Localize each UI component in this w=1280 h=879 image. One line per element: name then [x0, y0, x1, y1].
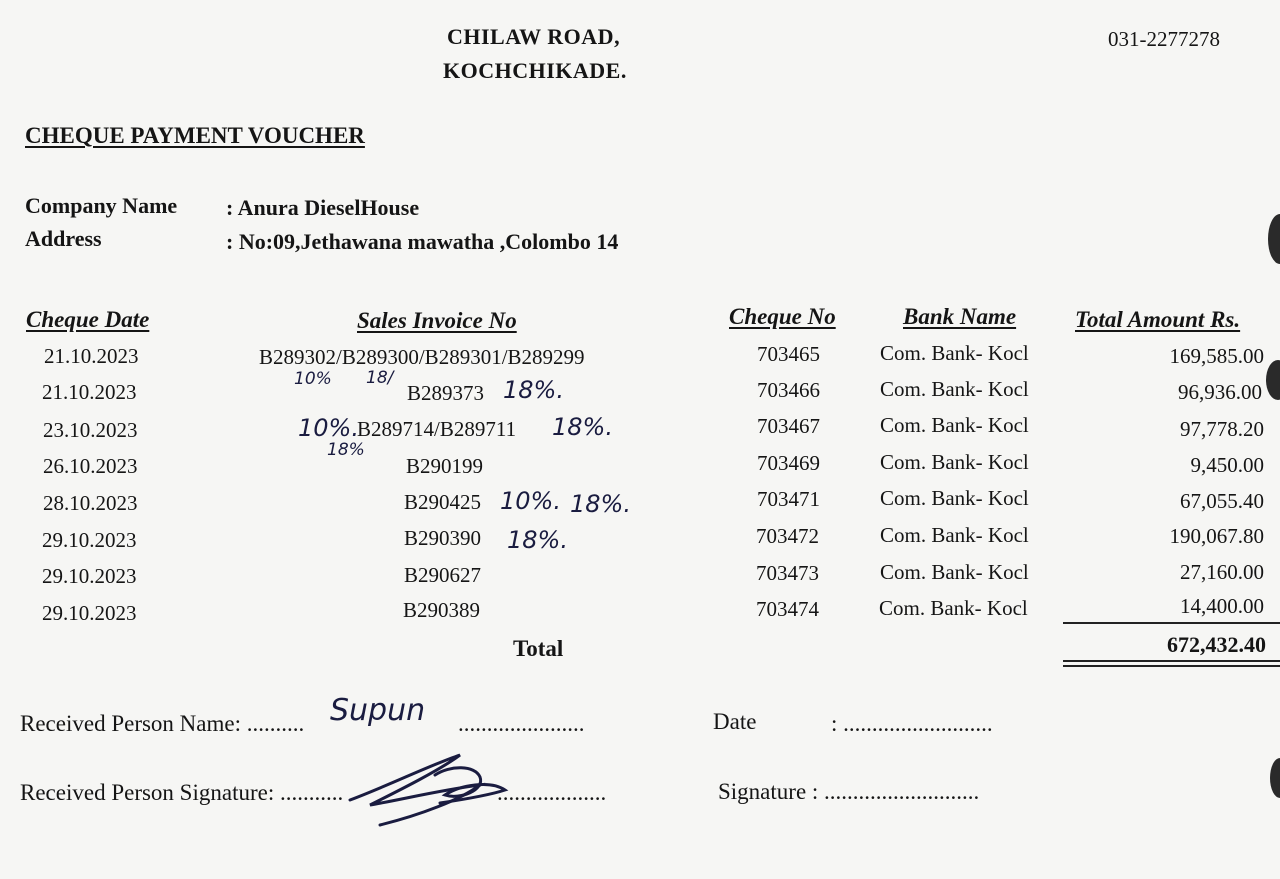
phone-number: 031-2277278 — [1108, 27, 1220, 51]
row-4-bank: Com. Bank- Kocl — [880, 450, 1029, 474]
row-8-invoice: B290389 — [403, 598, 481, 622]
row-1-cheque-no: 703465 — [757, 342, 820, 366]
row-7-amount: 27,160.00 — [1180, 560, 1264, 584]
punch-hole-1 — [1268, 214, 1280, 264]
row-5-amount: 67,055.40 — [1180, 489, 1264, 513]
row-5-handnote-b: 18%. — [570, 490, 631, 518]
row-3-invoice: B289714/B289711 — [357, 417, 517, 441]
row-8-amount: 14,400.00 — [1180, 594, 1264, 618]
date-dots: : .......................... — [831, 711, 993, 736]
row-6-cheque-no: 703472 — [756, 524, 819, 548]
row-4-invoice: B290199 — [406, 454, 484, 478]
row-3-handnote-b: 18%. — [552, 413, 613, 441]
row-6-date: 29.10.2023 — [42, 528, 137, 552]
row-1-invoice: B289302/B289300/B289301/B289299 — [259, 345, 585, 369]
address-line-1: CHILAW ROAD, — [447, 24, 621, 49]
row-6-handnote-a: 18%. — [507, 526, 568, 554]
total-double-rule-1 — [1063, 660, 1280, 662]
row-4-cheque-no: 703469 — [757, 451, 820, 475]
row-3-handnote-a: 10%. — [298, 414, 359, 442]
total-double-rule-2 — [1063, 665, 1280, 667]
row-6-amount: 190,067.80 — [1169, 524, 1264, 548]
row-3-bank: Com. Bank- Kocl — [880, 413, 1029, 437]
row-5-invoice: B290425 — [404, 490, 482, 514]
row-2-amount: 96,936.00 — [1178, 380, 1262, 404]
row-2-date: 21.10.2023 — [42, 380, 137, 404]
row-5-handnote-a: 10%. — [500, 487, 561, 515]
received-name-label: Received Person Name: .......... — [20, 711, 305, 736]
header-cheque-no: Cheque No — [729, 304, 836, 329]
row-2-handnote-a: 10% — [294, 369, 332, 389]
handwritten-signature — [340, 745, 520, 830]
subtotal-rule — [1063, 622, 1280, 624]
row-2-invoice: B289373 — [407, 381, 485, 405]
header-total-amount: Total Amount Rs. — [1075, 307, 1241, 332]
row-2-handnote-c: 18%. — [503, 376, 564, 404]
row-6-invoice: B290390 — [404, 526, 482, 550]
row-6-bank: Com. Bank- Kocl — [880, 523, 1029, 547]
row-8-cheque-no: 703474 — [756, 597, 819, 621]
row-1-date: 21.10.2023 — [44, 344, 139, 368]
row-5-date: 28.10.2023 — [43, 491, 138, 515]
row-3-cheque-no: 703467 — [757, 414, 820, 438]
total-value: 672,432.40 — [1167, 632, 1266, 657]
received-name-dots: ...................... — [458, 711, 585, 736]
date-label: Date — [713, 709, 757, 734]
signature-label: Signature : ........................... — [718, 779, 980, 804]
total-label: Total — [513, 636, 564, 661]
received-name-handwritten: Supun — [330, 693, 426, 728]
row-5-bank: Com. Bank- Kocl — [880, 486, 1029, 510]
company-name-label: Company Name — [25, 193, 178, 218]
row-7-bank: Com. Bank- Kocl — [880, 560, 1029, 584]
row-2-cheque-no: 703466 — [757, 378, 820, 402]
row-3-amount: 97,778.20 — [1180, 417, 1264, 441]
row-7-cheque-no: 703473 — [756, 561, 819, 585]
address-label: Address — [25, 226, 102, 251]
punch-hole-3 — [1270, 758, 1280, 798]
row-3-date: 23.10.2023 — [43, 418, 138, 442]
header-bank-name: Bank Name — [903, 304, 1017, 329]
punch-hole-2 — [1266, 360, 1280, 400]
row-2-bank: Com. Bank- Kocl — [880, 377, 1029, 401]
received-signature-dots: ................... — [497, 780, 607, 805]
header-sales-invoice: Sales Invoice No — [357, 308, 517, 333]
company-name-value: : Anura DieselHouse — [226, 195, 420, 220]
row-2-handnote-b: 18/ — [366, 368, 394, 388]
row-8-bank: Com. Bank- Kocl — [879, 596, 1028, 620]
header-cheque-date: Cheque Date — [26, 307, 150, 332]
row-8-date: 29.10.2023 — [42, 601, 137, 625]
row-1-amount: 169,585.00 — [1169, 344, 1264, 368]
row-1-bank: Com. Bank- Kocl — [880, 341, 1029, 365]
received-signature-label: Received Person Signature: ........... — [20, 780, 344, 805]
row-5-cheque-no: 703471 — [757, 487, 820, 511]
row-4-amount: 9,450.00 — [1190, 453, 1264, 477]
row-7-invoice: B290627 — [404, 563, 482, 587]
address-value: : No:09,Jethawana mawatha ,Colombo 14 — [226, 229, 619, 254]
row-7-date: 29.10.2023 — [42, 564, 137, 588]
voucher-title: CHEQUE PAYMENT VOUCHER — [25, 123, 365, 148]
address-line-2: KOCHCHIKADE. — [443, 58, 627, 83]
row-4-handnote-a: 18% — [327, 440, 365, 460]
row-4-date: 26.10.2023 — [43, 454, 138, 478]
